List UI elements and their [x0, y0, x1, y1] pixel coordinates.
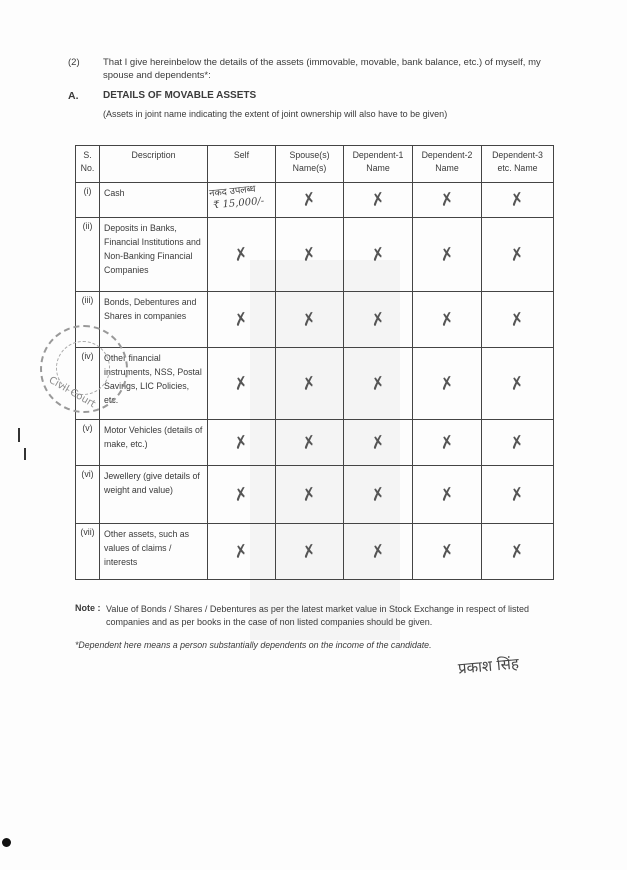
- cross-mark: ✗: [437, 243, 457, 266]
- section-title: DETAILS OF MOVABLE ASSETS: [103, 90, 257, 101]
- cross-mark: ✗: [300, 243, 319, 266]
- section-letter: A.: [68, 90, 79, 102]
- court-stamp: [40, 325, 128, 413]
- cross-mark: ✗: [368, 243, 388, 266]
- cross-mark: ✗: [437, 308, 457, 331]
- court-stamp-text: Civil Court: [46, 374, 98, 411]
- cross-mark: ✗: [300, 483, 319, 506]
- cross-mark: ✗: [368, 308, 388, 331]
- header-dependent-3: Dependent-3 etc. Name: [482, 146, 554, 183]
- header-self: Self: [208, 146, 276, 183]
- cross-mark: ✗: [508, 372, 527, 395]
- cross-mark: ✗: [300, 372, 319, 395]
- table-row: [76, 420, 554, 466]
- row-description: Deposits in Banks, Financial Institutions and Non-Banking Financial Companies: [100, 218, 208, 292]
- clause-number: (2): [68, 57, 80, 68]
- note-label: Note :: [75, 603, 101, 613]
- section-subtitle: (Assets in joint name indicating the extent of joint ownership will also have to be given): [103, 109, 448, 119]
- table-row: [76, 524, 554, 580]
- cross-mark: ✗: [508, 431, 527, 454]
- cross-mark: ✗: [232, 540, 251, 563]
- row-sno: (ii): [76, 218, 100, 292]
- header-spouse: Spouse(s) Name(s): [276, 146, 344, 183]
- row-description: Cash: [100, 183, 208, 218]
- row-description: Other assets, such as values of claims / interests: [100, 524, 208, 580]
- header-dependent-1: Dependent-1 Name: [344, 146, 413, 183]
- row-sno: (v): [76, 420, 100, 466]
- row-sno: (i): [76, 183, 100, 218]
- table-row: [76, 466, 554, 524]
- cross-mark: ✗: [368, 431, 388, 454]
- cross-mark: ✗: [508, 308, 527, 331]
- row-sno: (vi): [76, 466, 100, 524]
- cash-self-note: नकद उपलब्ध: [208, 183, 257, 200]
- cross-mark: ✗: [368, 540, 388, 563]
- cross-mark: ✗: [300, 431, 319, 454]
- cross-mark: ✗: [232, 308, 251, 331]
- cross-mark: ✗: [232, 372, 251, 395]
- header-sno: S. No.: [76, 146, 100, 183]
- cross-mark: ✗: [508, 188, 527, 212]
- note-text: Value of Bonds / Shares / Debentures as per the latest market value in Stock Exchange in respect of listed companies and as per books in the case of non listed companies should be given.: [106, 604, 530, 627]
- table-row: [76, 218, 554, 292]
- movable-assets-table: [75, 145, 554, 580]
- cross-mark: ✗: [368, 188, 388, 212]
- row-sno: (iii): [76, 292, 100, 348]
- row-description: Motor Vehicles (details of make, etc.): [100, 420, 208, 466]
- cross-mark: ✗: [300, 308, 319, 331]
- cross-mark: ✗: [437, 540, 457, 563]
- cross-mark: ✗: [232, 483, 251, 506]
- cross-mark: ✗: [368, 483, 388, 506]
- clause-text: That I give hereinbelow the details of the assets (immovable, movable, bank balance, etc.) of myself, my spouse and dependents*:: [103, 57, 541, 81]
- cross-mark: ✗: [508, 483, 527, 506]
- table-row: [76, 183, 554, 218]
- margin-mark: [18, 428, 20, 442]
- table-row: [76, 348, 554, 420]
- row-description: Other financial instruments, NSS, Postal Savings, LIC Policies, etc.: [100, 348, 208, 420]
- cross-mark: ✗: [508, 243, 527, 266]
- cash-self-cell: [208, 183, 276, 218]
- cash-self-amount: ₹ 15,000/-: [212, 195, 265, 212]
- cross-mark: ✗: [232, 431, 251, 454]
- table-row: [76, 292, 554, 348]
- cross-mark: ✗: [300, 540, 319, 563]
- cross-mark: ✗: [437, 188, 457, 212]
- header-description: Description: [100, 146, 208, 183]
- cross-mark: ✗: [232, 243, 251, 266]
- margin-mark: [24, 448, 26, 460]
- row-sno: (vii): [76, 524, 100, 580]
- row-description: Bonds, Debentures and Shares in companies: [100, 292, 208, 348]
- row-description: Jewellery (give details of weight and value): [100, 466, 208, 524]
- cross-mark: ✗: [437, 372, 457, 395]
- cross-mark: ✗: [368, 372, 388, 395]
- cross-mark: ✗: [300, 188, 319, 212]
- scan-dot: [2, 838, 11, 847]
- row-sno: (iv): [76, 348, 100, 420]
- header-dependent-2: Dependent-2 Name: [413, 146, 482, 183]
- signature: प्रकाश सिंह: [457, 654, 520, 678]
- cross-mark: ✗: [437, 431, 457, 454]
- dependent-footnote: *Dependent here means a person substantially dependents on the income of the candidate.: [75, 640, 432, 650]
- cross-mark: ✗: [437, 483, 457, 506]
- cross-mark: ✗: [508, 540, 527, 563]
- table-header-row: [76, 146, 554, 183]
